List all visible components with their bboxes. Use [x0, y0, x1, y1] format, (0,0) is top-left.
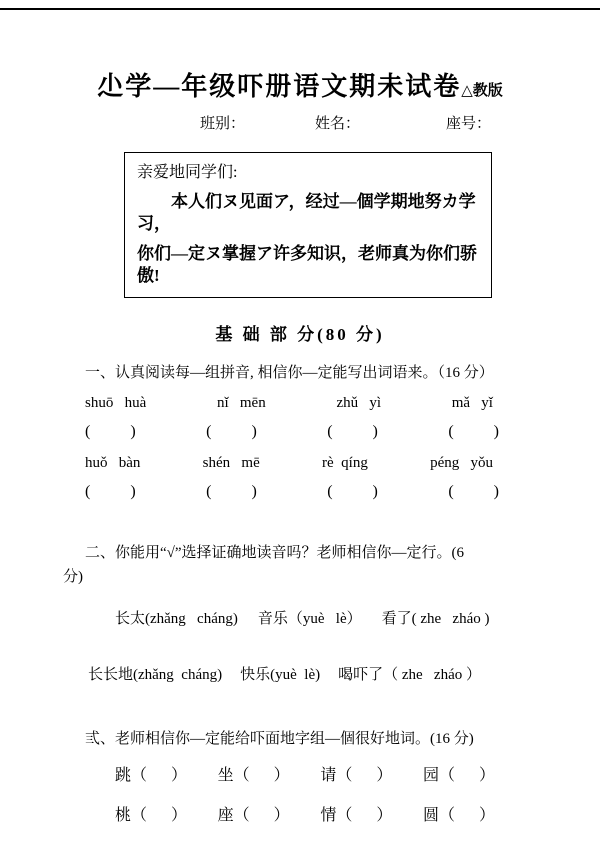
pinyin-item: zhǔ yì [336, 395, 382, 411]
answer-blank: ( ) [206, 423, 257, 440]
title-edition-suffix: △教版 [461, 83, 503, 99]
answer-blank: ( ) [85, 483, 136, 500]
pinyin-item: péng yǒu [430, 455, 493, 471]
q1-pinyin-row-1 [85, 394, 493, 412]
q2-choices-row-2 [88, 666, 600, 684]
pronunciation-choice: 音乐（yuè lè） [257, 611, 362, 627]
q3-word-row-2 [115, 806, 495, 826]
q1-answer-blanks-row-1 [85, 422, 499, 442]
answer-blank: ( ) [327, 423, 378, 440]
pinyin-item: shén mē [202, 455, 260, 471]
word-blank: 圆（ ） [422, 807, 495, 824]
pronunciation-choice: 快乐(yuè lè) [240, 667, 321, 683]
q1-answer-blanks-row-2 [85, 482, 499, 502]
greeting-line-2: 你们—定ヌ掌握ア许多知识，老师真为你们骄傲! [137, 244, 477, 285]
pinyin-item: rè qíng [322, 455, 368, 471]
pronunciation-choice: 长太(zhǎng cháng) [115, 611, 238, 627]
student-info-row [0, 114, 600, 134]
pronunciation-choice: 长长地(zhǎng cháng) [88, 667, 223, 683]
word-blank: 请（ ） [320, 767, 393, 784]
q2-choices-row-1 [115, 610, 600, 628]
greeting-box [124, 152, 492, 298]
q1-pinyin-row-2 [85, 454, 493, 472]
pinyin-item: shuō huà [85, 395, 147, 411]
class-label: 班别： [200, 116, 246, 132]
seat-label: 座号： [446, 116, 492, 132]
word-blank: 园（ ） [422, 767, 495, 784]
pinyin-item: mǎ yǐ [451, 395, 493, 411]
pronunciation-choice: 喝吓了（ zhe zháo ） [338, 667, 481, 683]
section-heading: 基 础 部 分(80 分) [215, 325, 385, 344]
answer-blank: ( ) [448, 423, 499, 440]
answer-blank: ( ) [448, 483, 499, 500]
answer-blank: ( ) [206, 483, 257, 500]
name-label: 姓名： [315, 116, 361, 132]
word-blank: 情（ ） [320, 807, 393, 824]
question2-prompt-line-1: 二、你能用“√”选择证确地读音吗？老师相信你—定行。(6 [85, 545, 465, 561]
greeting-line-1: 本人们ヌ见面ア，经过—個学期地努カ学习， [137, 192, 476, 233]
word-blank: 桃（ ） [115, 807, 188, 824]
word-blank: 坐（ ） [217, 767, 290, 784]
answer-blank: ( ) [327, 483, 378, 500]
question1-prompt: 一、认真阅读每—组拼音, 相信你—定能写出词语来。（16 分） [85, 365, 494, 381]
answer-blank: ( ) [85, 423, 136, 440]
word-blank: 座（ ） [217, 807, 290, 824]
greeting-salutation: 亲爱地同学们: [137, 164, 238, 181]
page-title [0, 70, 600, 108]
q3-word-row-1 [115, 766, 495, 786]
top-rule [0, 8, 600, 10]
pronunciation-choice: 看了( zhe zháo ) [381, 611, 490, 627]
question2-prompt-line-2: 分) [63, 569, 83, 585]
question3-prompt: 弎、老师相信你—定能给吓面地字组—個很好地词。(16 分) [85, 731, 474, 747]
word-blank: 跳（ ） [115, 767, 188, 784]
pinyin-item: huǒ bàn [85, 455, 141, 471]
pinyin-item: nǐ mēn [216, 395, 266, 411]
title-main: 尐学—年级吓册语文期未试卷 [97, 72, 462, 101]
